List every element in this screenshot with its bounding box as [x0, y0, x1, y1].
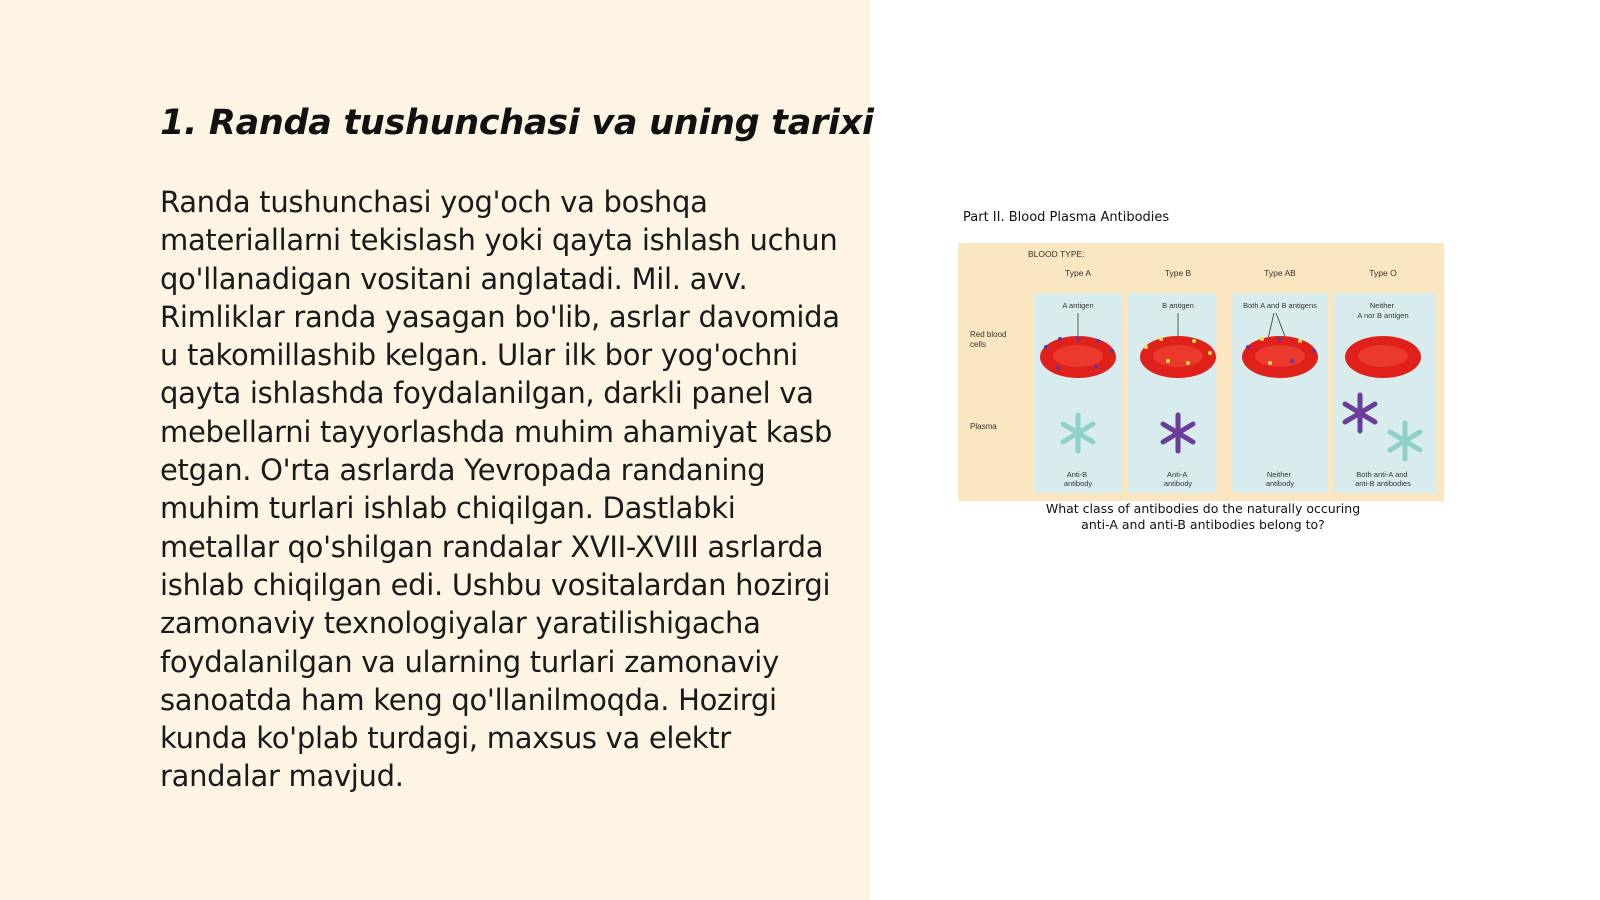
antibody-label-type-a-line-2: antibody — [1063, 479, 1093, 488]
slide-body-text: Randa tushunchasi yog'och va boshqa materiallarni tekislash yoki qayta ishlash uchun qo'llanadigan vositani anglatadi. Mil. avv. Rimliklar randa yasagan bo'lib, asrlar davomida u takomillashib kelgan. Ular ilk bor yog'ochni qayta ishlashda foydalanilgan, darkli panel va mebellarni tayyorlashda muhim ahamiyat kasb etgan. O'rta asrlarda Yevropada randaning muhim turlari ishlab chiqilgan. Dastlabki metallar qo'shilgan randalar XVII-XVIII asrlarda ishlab chiqilgan edi. Ushbu vositalardan hozirgi zamonaviy texnologiyalar yaratilishigacha foydalanilgan va ularning turlari zamonaviy sanoatda ham keng qo'llanilmoqda. Hozirgi kunda ko'plab turdagi, maxsus va elektr randalar mavjud. — [160, 185, 840, 794]
row-label-red-cells-line-1: Red blood — [970, 330, 1007, 339]
antibody-label-type-o — [1355, 470, 1411, 488]
figure-title: Part II. Blood Plasma Antibodies — [963, 210, 1170, 225]
column-header-type-b: Type B — [1164, 268, 1192, 278]
antibody-label-type-o-line-1: Both anti-A and — [1356, 470, 1408, 479]
antigen-label-type-o-line-1: Neither — [1369, 301, 1395, 310]
antigen-label-type-o-line-2: A nor B antigen — [1357, 311, 1409, 320]
column-type-o — [1334, 293, 1436, 493]
antibody-label-type-b-line-1: Anti-A — [1166, 470, 1187, 479]
slide-title: 1. Randa tushunchasi va uning tarixi — [160, 103, 874, 143]
antibody-label-type-b — [1164, 470, 1193, 488]
antibody-label-type-ab-line-1: Neither — [1266, 470, 1292, 479]
figure-caption-line-2: anti-A and anti-B antibodies belong to? — [1081, 517, 1325, 532]
red-cell-type-o — [1345, 336, 1421, 378]
antibody-label-type-ab-line-2: antibody — [1265, 479, 1295, 488]
red-cell-type-ab — [1242, 336, 1318, 378]
column-type-b — [1128, 293, 1216, 493]
antibody-label-type-o-line-2: anti-B antibodies — [1355, 479, 1411, 488]
antigen-label-type-b: B antigen — [1162, 301, 1194, 310]
antigen-label-type-a: A antigen — [1062, 301, 1094, 310]
blood-type-diagram — [958, 243, 1444, 501]
blood-type-header: BLOOD TYPE: — [1028, 249, 1085, 259]
red-cell-type-a — [1040, 336, 1116, 378]
blood-type-figure — [958, 205, 1444, 535]
row-label-red-cells-line-2: cells — [970, 340, 987, 349]
antibody-label-type-ab — [1266, 470, 1295, 488]
figure-caption — [1008, 501, 1398, 533]
column-header-type-ab: Type AB — [1264, 268, 1296, 278]
figure-caption-line-1: What class of antibodies do the naturally occuring — [1045, 501, 1361, 516]
column-header-type-o: Type O — [1369, 268, 1397, 278]
antigen-label-type-ab: Both A and B antigens — [1243, 301, 1317, 310]
column-header-type-a: Type A — [1065, 268, 1091, 278]
antibody-label-type-a — [1064, 470, 1093, 488]
antibody-label-type-a-line-1: Anti-B — [1066, 470, 1088, 479]
red-cell-type-b — [1140, 336, 1216, 378]
antibody-label-type-b-line-2: antibody — [1163, 479, 1193, 488]
row-label-plasma: Plasma — [970, 422, 997, 431]
